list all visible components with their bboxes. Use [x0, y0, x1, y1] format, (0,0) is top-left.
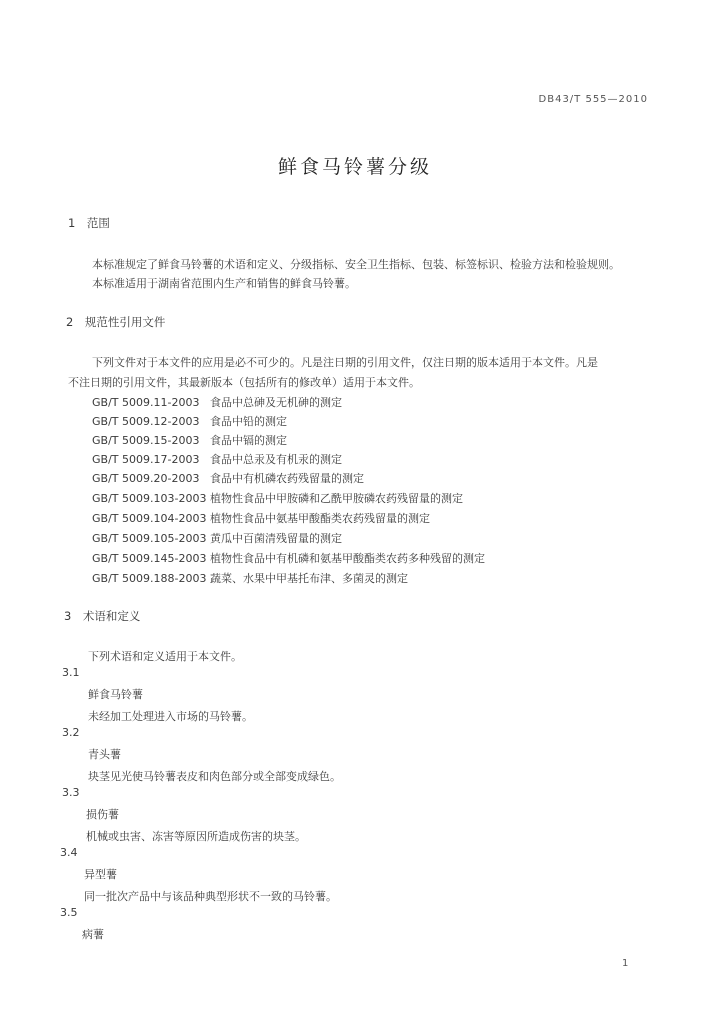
reference-item	[92, 394, 342, 410]
term-number: 3.4	[60, 846, 78, 859]
term-name: 鲜食马铃薯	[88, 688, 143, 701]
reference-item	[92, 413, 287, 429]
section-2-heading: 2 规范性引用文件	[66, 315, 166, 329]
term-number: 3.3	[62, 786, 80, 799]
section-1-applicability-text: 本标准适用于湖南省范围内生产和销售的鲜食马铃薯。	[92, 277, 356, 290]
reference-code: GB/T 5009.105-2003	[92, 532, 207, 545]
section-1-heading: 1 范围	[68, 216, 110, 230]
standard-code: DB43/T 555—2010	[538, 94, 648, 105]
term-name: 青头薯	[88, 748, 121, 761]
reference-item	[92, 451, 342, 467]
reference-code: GB/T 5009.20-2003	[92, 472, 200, 485]
section-1-scope-text: 本标准规定了鲜食马铃薯的术语和定义、分级指标、安全卫生指标、包装、标签标识、检验方法和检验规则。	[92, 258, 620, 271]
reference-title: 蔬菜、水果中甲基托布津、多菌灵的测定	[210, 572, 408, 585]
reference-title: 植物性食品中甲胺磷和乙酰甲胺磷农药残留量的测定	[210, 492, 463, 505]
reference-code: GB/T 5009.145-2003	[92, 552, 207, 565]
reference-code: GB/T 5009.12-2003	[92, 415, 200, 428]
section-3-intro: 下列术语和定义适用于本文件。	[88, 650, 242, 663]
reference-title: 食品中镉的测定	[210, 434, 287, 447]
reference-item	[92, 550, 485, 566]
reference-title: 食品中总砷及无机砷的测定	[210, 396, 342, 409]
term-number: 3.1	[62, 666, 80, 679]
reference-title: 食品中总汞及有机汞的测定	[210, 453, 342, 466]
reference-title: 植物性食品中氨基甲酸酯类农药残留量的测定	[210, 512, 430, 525]
term-number: 3.5	[60, 906, 78, 919]
term-definition: 块茎见光使马铃薯表皮和肉色部分或全部变成绿色。	[88, 770, 341, 783]
reference-item	[92, 490, 463, 506]
term-definition: 机械或虫害、冻害等原因所造成伤害的块茎。	[86, 830, 306, 843]
term-name: 病薯	[82, 928, 104, 941]
reference-item	[92, 510, 430, 526]
reference-title: 食品中有机磷农药残留量的测定	[210, 472, 364, 485]
page-number: 1	[622, 958, 629, 969]
reference-title: 植物性食品中有机磷和氨基甲酸酯类农药多种残留的测定	[210, 552, 485, 565]
reference-title: 黄瓜中百菌清残留量的测定	[210, 532, 342, 545]
reference-code: GB/T 5009.104-2003	[92, 512, 207, 525]
term-definition: 同一批次产品中与该品种典型形状不一致的马铃薯。	[84, 890, 337, 903]
section-2-intro-line-1: 下列文件对于本文件的应用是必不可少的。凡是注日期的引用文件，仅注日期的版本适用于本文件。凡是	[92, 356, 598, 369]
reference-item	[92, 432, 287, 448]
term-number: 3.2	[62, 726, 80, 739]
section-3-heading: 3 术语和定义	[64, 609, 141, 623]
term-name: 异型薯	[84, 868, 117, 881]
reference-code: GB/T 5009.103-2003	[92, 492, 207, 505]
reference-item	[92, 530, 342, 546]
reference-code: GB/T 5009.15-2003	[92, 434, 200, 447]
page-title: 鲜食马铃薯分级	[277, 156, 432, 178]
section-2-intro-line-2: 不注日期的引用文件，其最新版本（包括所有的修改单）适用于本文件。	[68, 376, 420, 389]
reference-code: GB/T 5009.188-2003	[92, 572, 207, 585]
reference-title: 食品中铅的测定	[210, 415, 287, 428]
reference-item	[92, 570, 408, 586]
reference-item	[92, 470, 364, 486]
reference-code: GB/T 5009.17-2003	[92, 453, 200, 466]
term-name: 损伤薯	[86, 808, 119, 821]
reference-code: GB/T 5009.11-2003	[92, 396, 200, 409]
term-definition: 未经加工处理进入市场的马铃薯。	[88, 710, 253, 723]
